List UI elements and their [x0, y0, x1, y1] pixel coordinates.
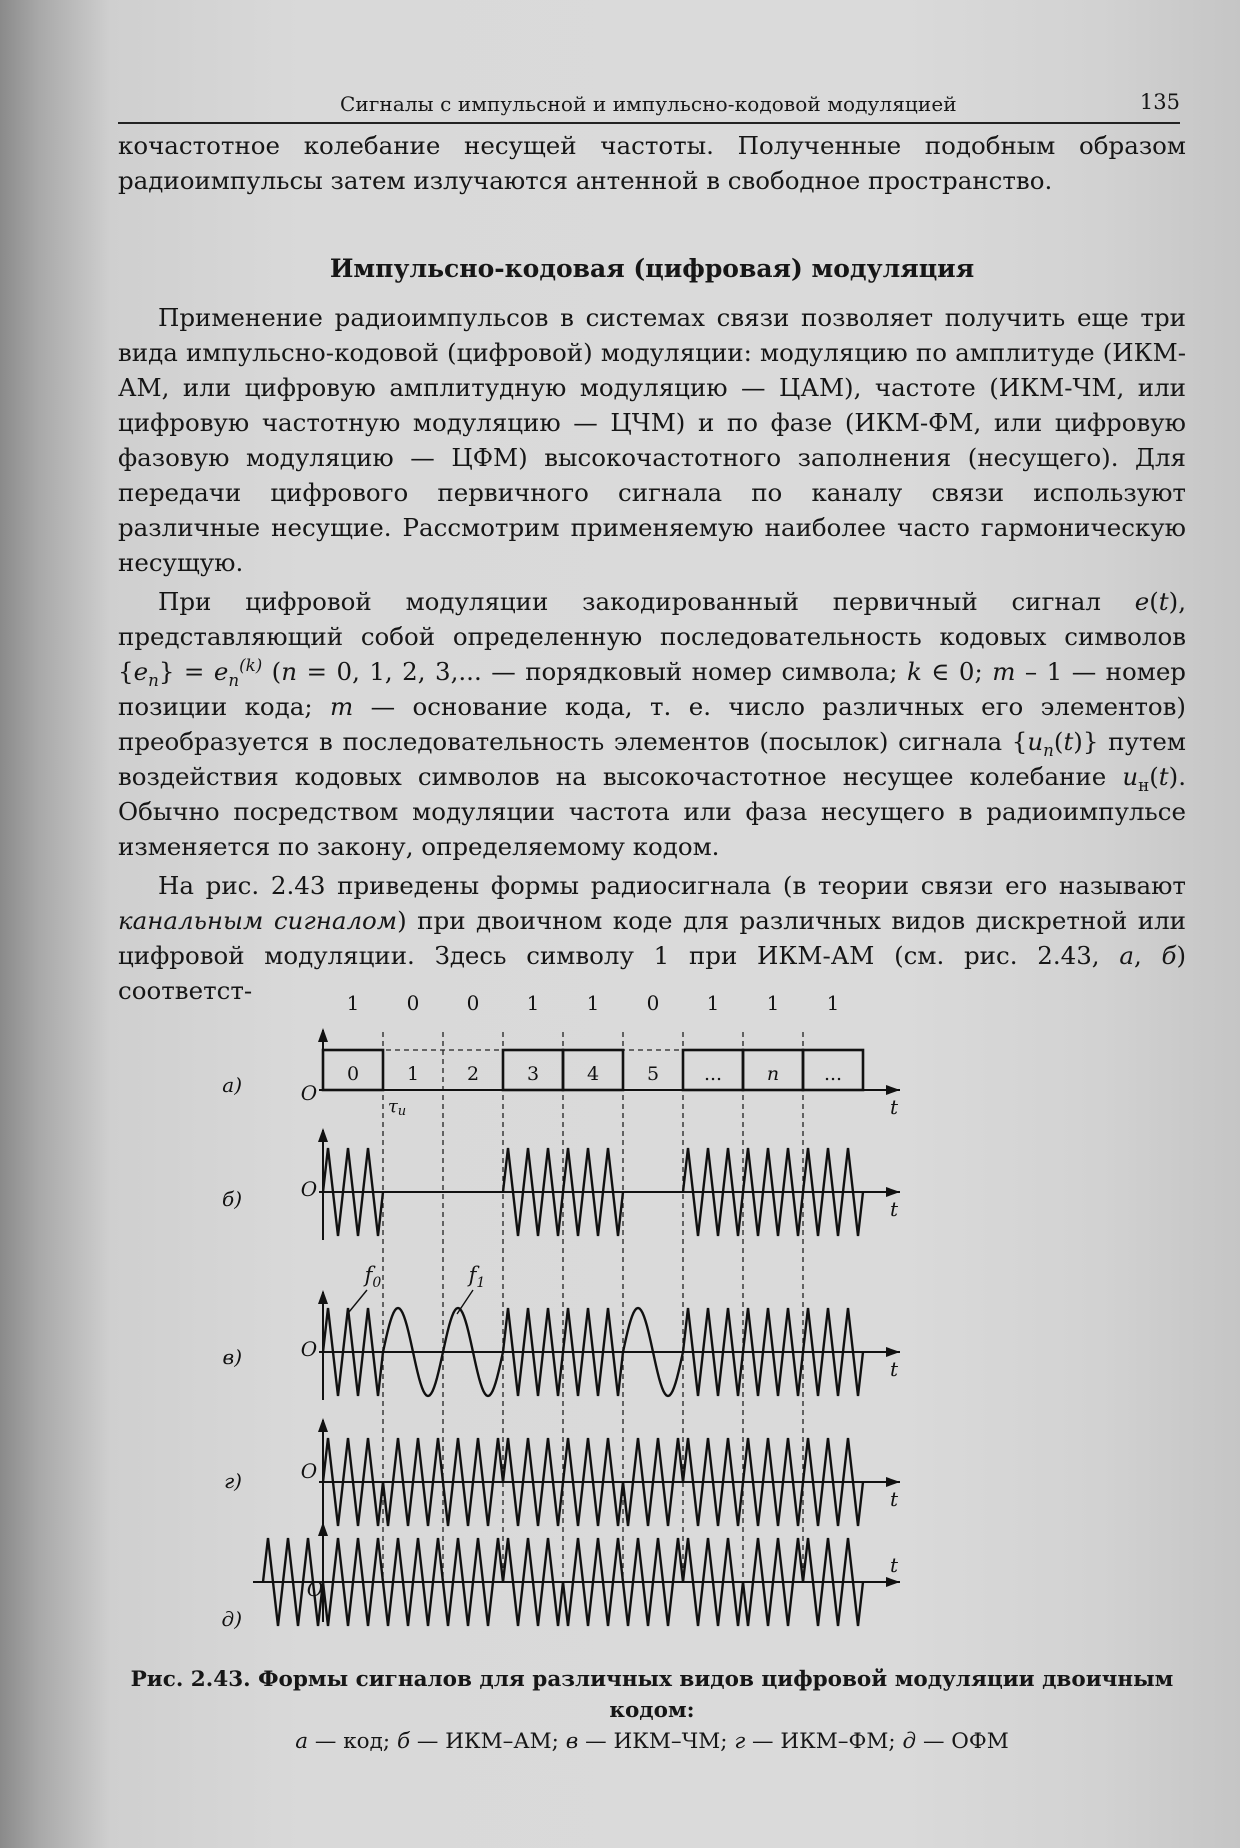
row-d-label: д) [221, 1607, 242, 1631]
row-d-origin: O [306, 1577, 324, 1601]
paragraph-2 [118, 584, 1186, 864]
pm-segment [803, 1438, 863, 1526]
row-v-vaxis-arrow [318, 1290, 328, 1304]
slot-number-label: 1 [406, 1063, 420, 1085]
row-d-t-label: t [889, 1553, 899, 1577]
dpm-segment [443, 1538, 503, 1626]
text-segment: — ОФМ [916, 1729, 1009, 1754]
running-header-title: Сигналы с импульсной и импульсно-кодовой модуляцией [340, 92, 957, 116]
intro-paragraph [118, 128, 1186, 198]
f0-leader [349, 1290, 367, 1312]
pm-segment [623, 1438, 683, 1526]
pm-segment [563, 1438, 623, 1526]
row-g-t-label: t [889, 1487, 899, 1511]
code-bit-label: 1 [766, 991, 780, 1015]
text-segment: канальным сигналом [118, 906, 398, 935]
text-segment: ∈ 0; [921, 657, 993, 686]
text-segment: При цифровой модуляции закодированный первичный сигнал [158, 587, 1135, 616]
row-g-label: г) [224, 1469, 242, 1493]
dpm-segment [803, 1538, 863, 1626]
code-bit-label: 1 [826, 991, 840, 1015]
text-segment: д [902, 1729, 917, 1754]
code-bit-label: 1 [346, 991, 360, 1015]
text-segment: ( [1053, 727, 1064, 756]
text-segment: г [734, 1729, 746, 1754]
pm-segment [383, 1438, 443, 1526]
fm-high-freq-segment [503, 1308, 563, 1396]
text-segment: ( [1149, 587, 1159, 616]
text-segment: – 1 — номер позиции кода; [118, 657, 1186, 721]
code-bit-label: 0 [646, 991, 660, 1015]
text-segment: t [1158, 762, 1169, 791]
page-number: 135 [1139, 90, 1180, 114]
text-segment: } = [158, 657, 214, 686]
figure-caption [118, 1664, 1186, 1757]
text-segment: = 0, 1, 2, 3,... — порядковый номер символа; [297, 657, 907, 686]
fm-high-freq-segment [683, 1308, 743, 1396]
main-text-block [118, 300, 1186, 1008]
dpm-segment [743, 1538, 803, 1626]
section-heading: Импульсно-кодовая (цифровая) модуляция [329, 254, 975, 283]
f0-label: $f_0$ [364, 1263, 382, 1291]
row-b-t-label: t [889, 1197, 899, 1221]
dpm-segment [323, 1538, 383, 1626]
slot-number-label: 5 [646, 1063, 660, 1085]
pm-segment [443, 1438, 503, 1526]
text-segment: n [281, 657, 298, 686]
am-burst [323, 1148, 383, 1236]
row-g-axis-arrow [886, 1477, 900, 1487]
dpm-segment [383, 1538, 443, 1626]
text-segment: — основание кода, т. е. число различных его элементов) преобразуется в последовательность элементов (посылок) сигнала { [118, 692, 1186, 756]
text-segment: m [330, 692, 354, 721]
row-a-vaxis-arrow [318, 1028, 328, 1042]
slot-number-label: ... [823, 1063, 843, 1085]
row-a-origin: O [300, 1081, 318, 1105]
text-segment: )} путем воздействия кодовых символов на высокочастотное несущее колебание [118, 727, 1186, 791]
text-segment: ). Обычно посредством модуляции частота или фаза несущего в радиоимпульсе изменяется по закону, определяемому кодом. [118, 762, 1186, 861]
intro-paragraph-block [118, 128, 1186, 198]
text-segment: ), представляющий собой определенную последовательность кодовых символов { [118, 587, 1186, 686]
slot-number-label: 3 [526, 1063, 540, 1085]
fm-high-freq-segment [743, 1308, 803, 1396]
dpm-segment [623, 1538, 683, 1626]
text-segment: — код; [308, 1729, 397, 1754]
slot-number-label: 2 [466, 1063, 480, 1085]
text-segment: а [1119, 941, 1134, 970]
code-bit-label: 0 [406, 991, 420, 1015]
row-a-axis-arrow [886, 1085, 900, 1095]
text-segment: m [992, 657, 1016, 686]
code-bit-label: 1 [586, 991, 600, 1015]
text-segment: n [228, 670, 240, 690]
text-segment: кочастотное колебание несущей частоты. Полученные подобным образом радиоимпульсы затем излучаются антенной в свободное пространство. [118, 131, 1186, 195]
text-segment: б [396, 1729, 411, 1754]
text-segment: в [565, 1729, 579, 1754]
text-segment: На рис. 2.43 приведены формы радиосигнала (в теории связи его называют [158, 871, 1186, 900]
fm-high-freq-segment [563, 1308, 623, 1396]
text-segment: б [1161, 941, 1177, 970]
row-v-axis-arrow [886, 1347, 900, 1357]
text-segment: k [906, 657, 922, 686]
text-segment: — ИКМ–ЧМ; [578, 1729, 735, 1754]
dpm-segment [563, 1538, 623, 1626]
pm-segment [323, 1438, 383, 1526]
paragraph-1 [118, 300, 1186, 580]
text-segment: Применение радиоимпульсов в системах связи позволяет получить еще три вида импульсно-кодовой (цифровой) модуляции: модуляцию по амплитуде (ИКМ-АМ, или цифровую амплитудную модуляцию — ЦАМ), частоте (ИКМ-ЧМ, или цифровую частотную модуляцию — ЦЧМ) и по фазе (ИКМ-ФМ, или цифровую фазовую модуляцию — ЦФМ) высокочастотного заполнения (несущего). Для передачи цифрового первичного сигнала по каналу связи используют различные несущие. Рассмотрим применяемую наиболее часто гармоническую несущую. [118, 303, 1186, 577]
row-g-origin: O [300, 1459, 318, 1483]
dpm-segment [503, 1538, 563, 1626]
row-v-origin: O [300, 1337, 318, 1361]
row-a-label: а) [222, 1073, 242, 1097]
text-segment: t [1063, 727, 1074, 756]
text-segment: а [295, 1729, 309, 1754]
slot-number-label: 4 [586, 1063, 600, 1085]
text-segment: н [1138, 775, 1150, 795]
fm-high-freq-segment [323, 1308, 383, 1396]
row-b-axis-arrow [886, 1187, 900, 1197]
text-segment: e [1134, 587, 1150, 616]
pm-segment [683, 1438, 743, 1526]
pm-segment [743, 1438, 803, 1526]
code-bit-label: 1 [526, 991, 540, 1015]
pm-segment [503, 1438, 563, 1526]
slot-number-label: ... [703, 1063, 723, 1085]
row-d-axis-arrow [886, 1577, 900, 1587]
figure-2-43 [221, 970, 1070, 1631]
f1-label: $f_1$ [468, 1263, 486, 1291]
code-bit-label: 1 [706, 991, 720, 1015]
text-segment: n [1043, 740, 1054, 760]
caption-text: Формы сигналов для различных видов цифровой модуляции двоичным кодом: [250, 1667, 1174, 1723]
text-segment: ( [1149, 762, 1159, 791]
slot-number-label: n [766, 1063, 780, 1085]
row-b-label: б) [221, 1187, 242, 1211]
row-v-label: в) [222, 1345, 242, 1369]
text-segment: e [133, 657, 149, 686]
dpm-reference-segment [263, 1538, 323, 1626]
text-segment: ) при двоичном коде для различных видов дискретной или цифровой модуляции. Здесь символу 1 при ИКМ-АМ (см. рис. 2.43, [118, 906, 1186, 970]
running-header [118, 88, 1180, 124]
row-a-t-label: t [889, 1095, 899, 1119]
caption-legend [118, 1726, 1186, 1757]
row-g-vaxis-arrow [318, 1418, 328, 1432]
dpm-segment [683, 1538, 743, 1626]
text-segment: u [1027, 727, 1044, 756]
text-segment: t [1158, 587, 1169, 616]
text-segment: n [148, 670, 159, 690]
text-segment: ) соответст- [118, 941, 1187, 1005]
text-segment: — ИКМ–ФМ; [745, 1729, 903, 1754]
code-bit-label: 0 [466, 991, 480, 1015]
tau-label: τи [387, 1096, 407, 1119]
caption-label: Рис. 2.43. [130, 1667, 251, 1692]
text-segment: — ИКМ–АМ; [410, 1729, 566, 1754]
row-b-origin: O [300, 1177, 318, 1201]
row-v-t-label: t [889, 1357, 899, 1381]
f1-leader [457, 1290, 473, 1314]
fm-high-freq-segment [803, 1308, 863, 1396]
text-segment: u [1122, 762, 1139, 791]
slot-number-label: 0 [346, 1063, 360, 1085]
row-b-vaxis-arrow [318, 1128, 328, 1142]
text-segment: e [213, 657, 229, 686]
text-segment: ( [262, 657, 282, 686]
row-d-vaxis-arrow [318, 1522, 328, 1536]
text-segment: (k) [239, 655, 263, 675]
text-segment: , [1133, 941, 1162, 970]
